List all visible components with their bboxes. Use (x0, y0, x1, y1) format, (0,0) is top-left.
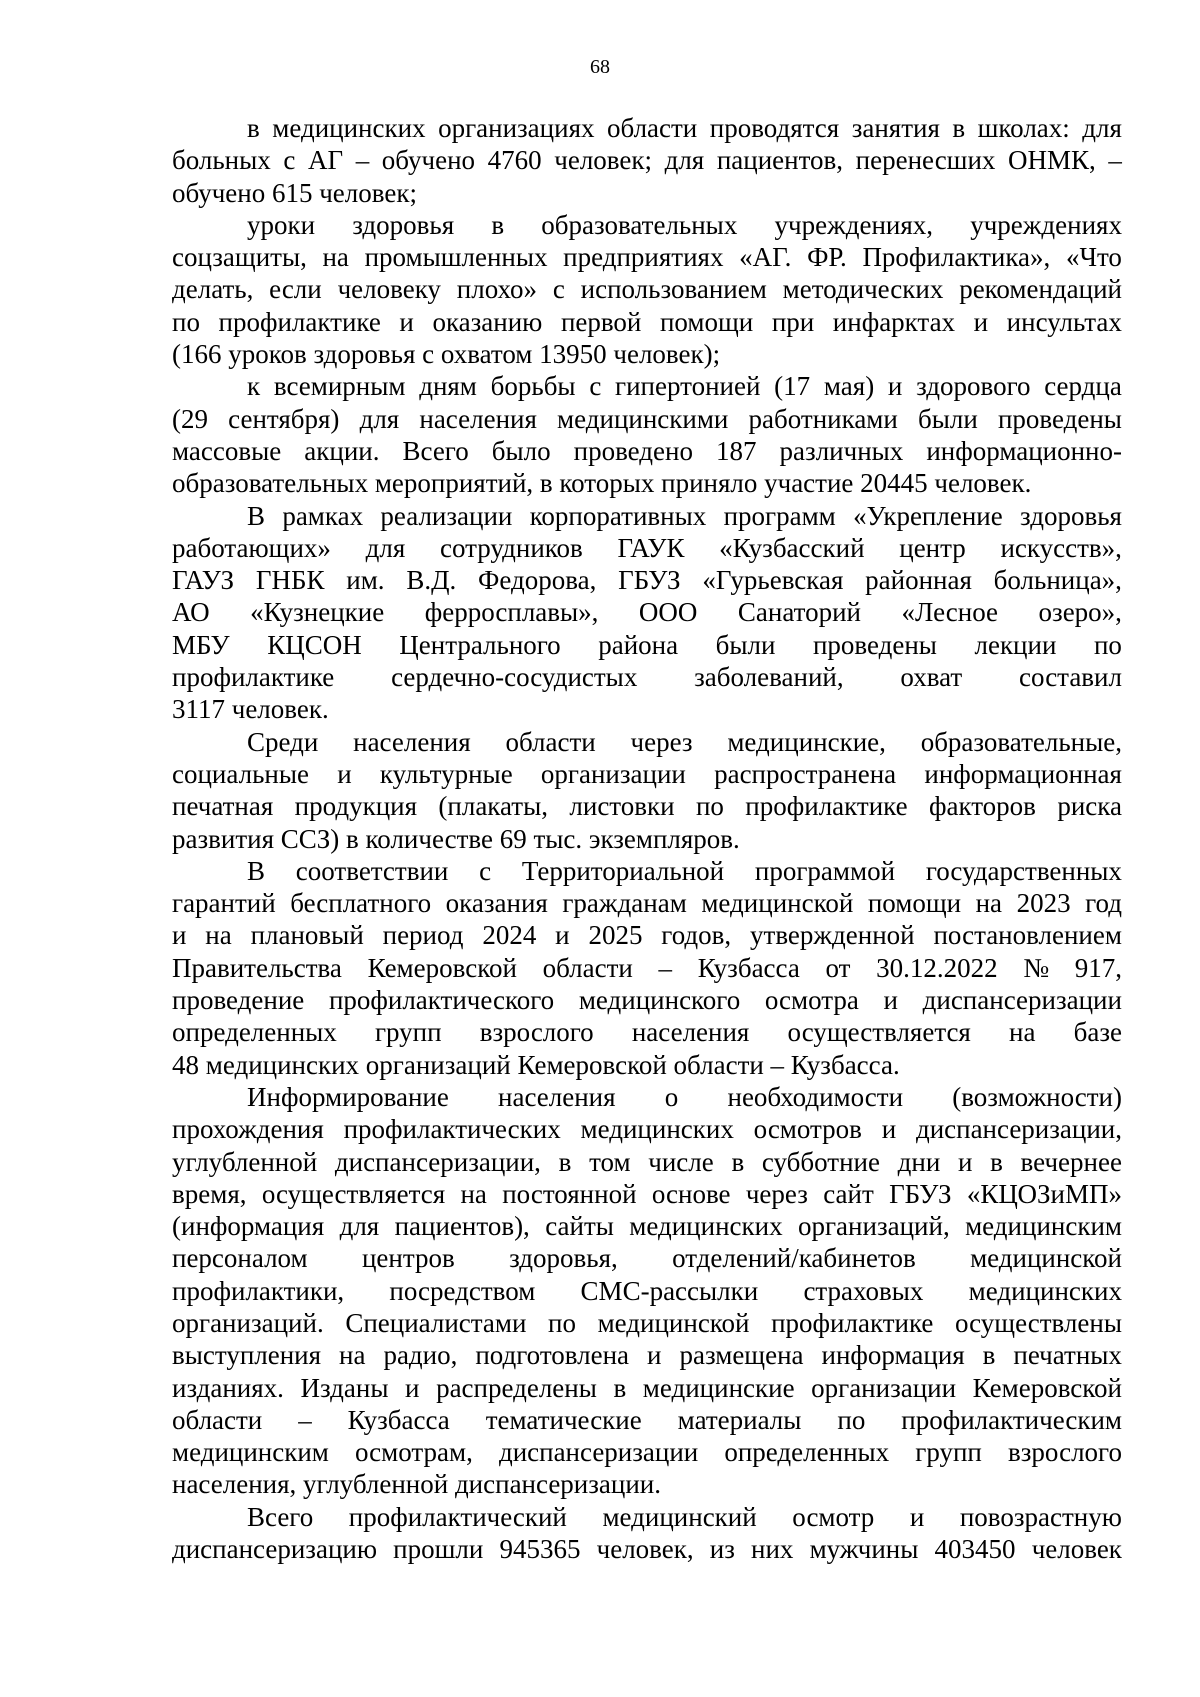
text-line: Правительства Кемеровской области – Кузбасса от 30.12.2022 № 917, (172, 952, 1122, 983)
text-line: медицинским осмотрам, диспансеризации определенных групп взрослого (172, 1437, 1122, 1468)
text-line: прохождения профилактических медицинских осмотров и диспансеризации, (172, 1114, 1122, 1145)
document-body (172, 112, 1122, 1565)
text-line: социальные и культурные организации распространена информационная (172, 758, 1122, 789)
text-line: изданиях. Изданы и распределены в медицинские организации Кемеровской (172, 1372, 1122, 1403)
text-line: (29 сентября) для населения медицинскими работниками были проведены (172, 403, 1122, 434)
text-line: обучено 615 человек; (172, 177, 417, 208)
text-line: В соответствии с Территориальной программой государственных (247, 855, 1122, 886)
text-line: персоналом центров здоровья, отделений/кабинетов медицинской (172, 1243, 1122, 1274)
text-line: диспансеризацию прошли 945365 человек, из них мужчины 403450 человек (172, 1534, 1122, 1565)
text-line: (166 уроков здоровья с охватом 13950 человек); (172, 339, 721, 370)
text-line: работающих» для сотрудников ГАУК «Кузбасский центр искусств», (172, 532, 1122, 563)
text-line: больных с АГ – обучено 4760 человек; для пациентов, перенесших ОНМК, – (172, 145, 1122, 176)
text-line: определенных групп взрослого населения осуществляется на базе (172, 1017, 1122, 1048)
text-line: 48 медицинских организаций Кемеровской области – Кузбасса. (172, 1049, 900, 1080)
text-line: выступления на радио, подготовлена и размещена информация в печатных (172, 1340, 1122, 1371)
text-line: АО «Кузнецкие ферросплавы», ООО Санаторий «Лесное озеро», (172, 597, 1122, 628)
text-line: соцзащиты, на промышленных предприятиях «АГ. ФР. Профилактика», «Что (172, 242, 1122, 273)
page-number: 68 (590, 56, 610, 78)
paragraph (172, 500, 1122, 726)
text-line: по профилактике и оказанию первой помощи при инфарктах и инсультах (172, 306, 1122, 337)
paragraph (172, 855, 1122, 1081)
text-line: организаций. Специалистами по медицинской профилактике осуществлены (172, 1307, 1122, 1338)
text-line: Информирование населения о необходимости (возможности) (247, 1081, 1122, 1112)
text-line: массовые акции. Всего было проведено 187 различных информационно- (172, 435, 1122, 466)
paragraph (172, 1081, 1122, 1501)
text-line: ГАУЗ ГНБК им. В.Д. Федорова, ГБУЗ «Гурьевская районная больница», (172, 565, 1122, 596)
text-line: печатная продукция (плакаты, листовки по профилактике факторов риска (172, 791, 1122, 822)
text-line: профилактики, посредством СМС-рассылки страховых медицинских (172, 1275, 1122, 1306)
text-line: (информация для пациентов), сайты медицинских организаций, медицинским (172, 1211, 1122, 1242)
text-line: профилактике сердечно-сосудистых заболеваний, охват составил (172, 662, 1122, 693)
text-line: образовательных мероприятий, в которых приняло участие 20445 человек. (172, 468, 1032, 499)
paragraph (172, 209, 1122, 370)
paragraph (172, 112, 1122, 209)
text-line: гарантий бесплатного оказания гражданам медицинской помощи на 2023 год (172, 888, 1122, 919)
text-line: к всемирным дням борьбы с гипертонией (17 мая) и здорового сердца (247, 371, 1122, 402)
text-line: делать, если человеку плохо» с использованием методических рекомендаций (172, 274, 1122, 305)
text-line: в медицинских организациях области проводятся занятия в школах: для (247, 113, 1122, 143)
text-line: и на плановый период 2024 и 2025 годов, утвержденной постановлением (172, 920, 1122, 951)
text-line: 3117 человек. (172, 694, 329, 725)
text-line: области – Кузбасса тематические материалы по профилактическим (172, 1404, 1122, 1435)
paragraph (172, 1501, 1122, 1566)
text-line: МБУ КЦСОН Центрального района были проведены лекции по (172, 629, 1122, 660)
text-line: В рамках реализации корпоративных программ «Укрепление здоровья (247, 500, 1122, 531)
text-line: уроки здоровья в образовательных учреждениях, учреждениях (247, 209, 1122, 240)
text-line: населения, углубленной диспансеризации. (172, 1469, 661, 1500)
text-line: Среди населения области через медицинские, образовательные, (247, 726, 1122, 757)
text-line: проведение профилактического медицинского осмотра и диспансеризации (172, 985, 1122, 1016)
paragraph (172, 726, 1122, 855)
paragraph (172, 370, 1122, 499)
text-line: Всего профилактический медицинский осмотр и повозрастную (247, 1501, 1122, 1532)
text-line: время, осуществляется на постоянной основе через сайт ГБУЗ «КЦОЗиМП» (172, 1178, 1122, 1209)
text-line: углубленной диспансеризации, в том числе в субботние дни и в вечернее (172, 1146, 1122, 1177)
text-line: развития ССЗ) в количестве 69 тыс. экземпляров. (172, 823, 740, 854)
